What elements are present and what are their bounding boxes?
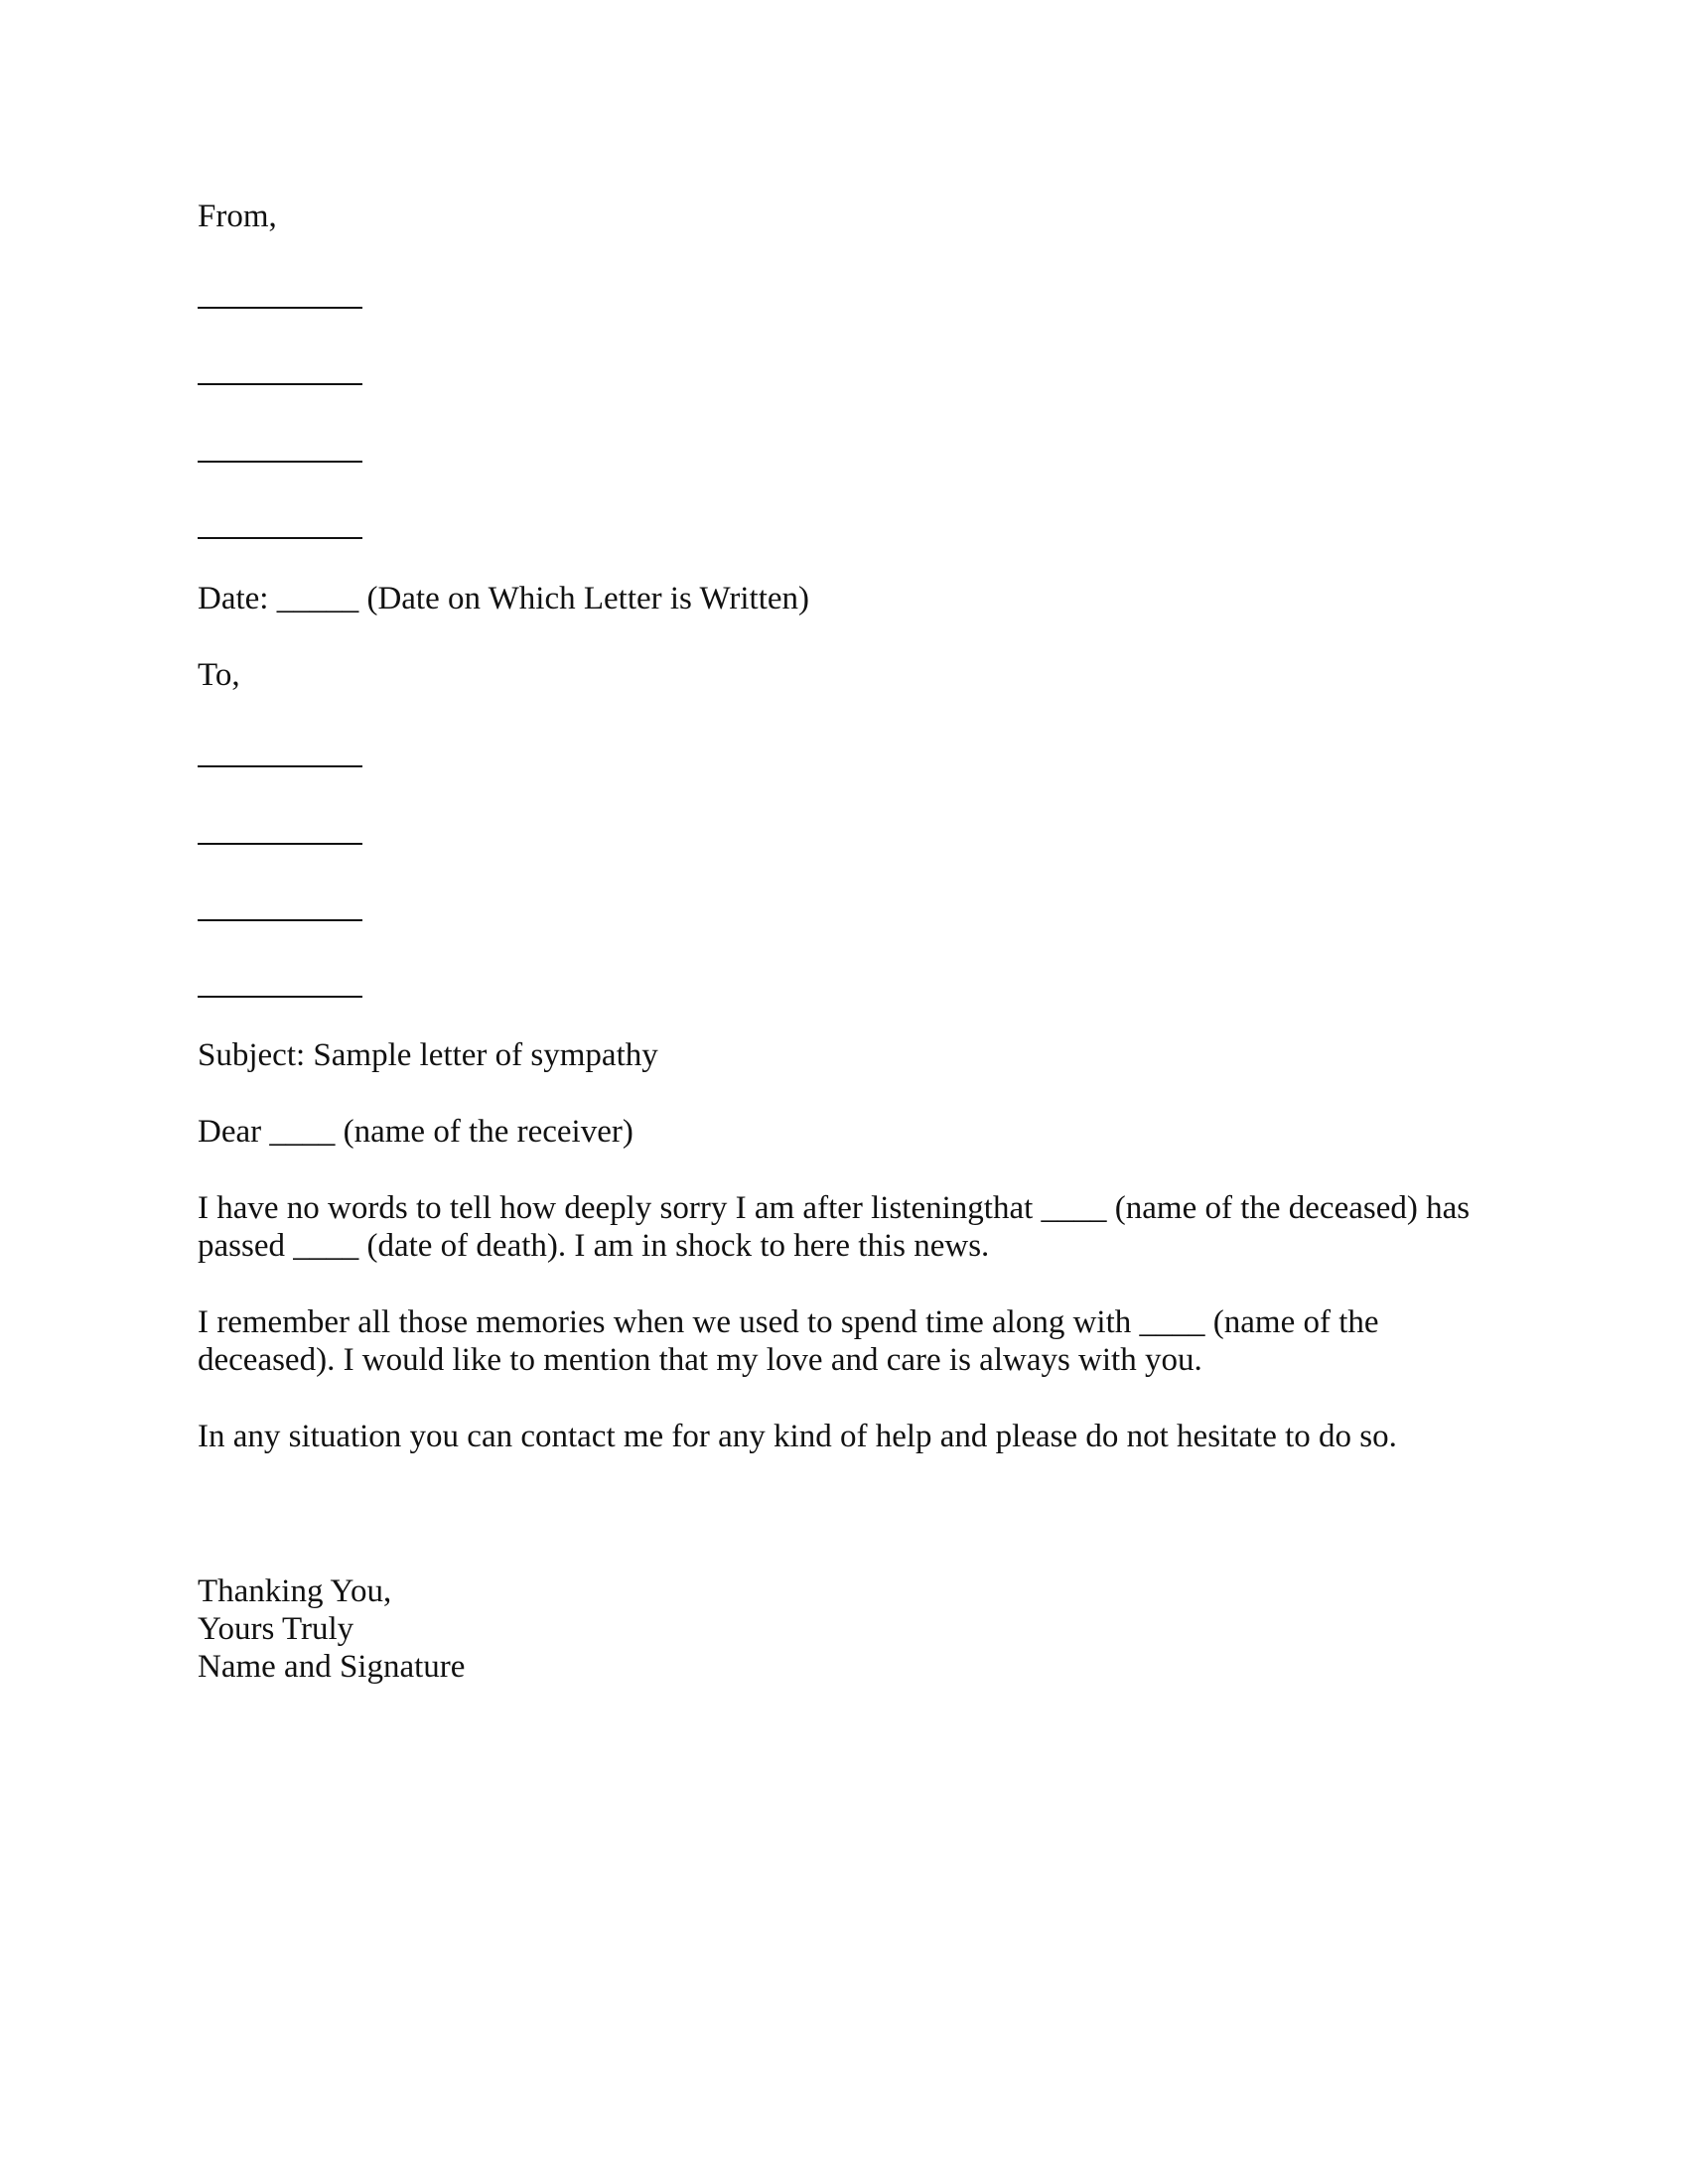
recipient-address-blank-2 (198, 843, 362, 845)
sender-address-blank-1 (198, 307, 362, 309)
body-paragraph-1: I have no words to tell how deeply sorry I am after listeningthat ____ (name of the deceased) has passed ____ (date of death). I am in shock to here this news. (198, 1190, 1471, 1264)
body-paragraph-2: I remember all those memories when we used to spend time along with ____ (name of the deceased). I would like to mention that my love and care is always with you. (198, 1304, 1379, 1378)
body-paragraph-3: In any situation you can contact me for any kind of help and please do not hesitate to do so. (198, 1419, 1397, 1454)
closing-yours-truly: Yours Truly (198, 1611, 354, 1647)
date-line: Date: _____ (Date on Which Letter is Written) (198, 581, 810, 616)
sender-address-blank-2 (198, 383, 362, 385)
recipient-address-blank-3 (198, 919, 362, 921)
recipient-address-blank-4 (198, 996, 362, 998)
closing-name-signature: Name and Signature (198, 1649, 466, 1685)
from-label: From, (198, 199, 277, 234)
to-label: To, (198, 657, 240, 693)
sender-address-blank-4 (198, 537, 362, 539)
salutation: Dear ____ (name of the receiver) (198, 1114, 633, 1150)
sender-address-blank-3 (198, 461, 362, 463)
subject-line: Subject: Sample letter of sympathy (198, 1037, 658, 1073)
recipient-address-blank-1 (198, 765, 362, 767)
closing-thanks: Thanking You, (198, 1573, 392, 1609)
